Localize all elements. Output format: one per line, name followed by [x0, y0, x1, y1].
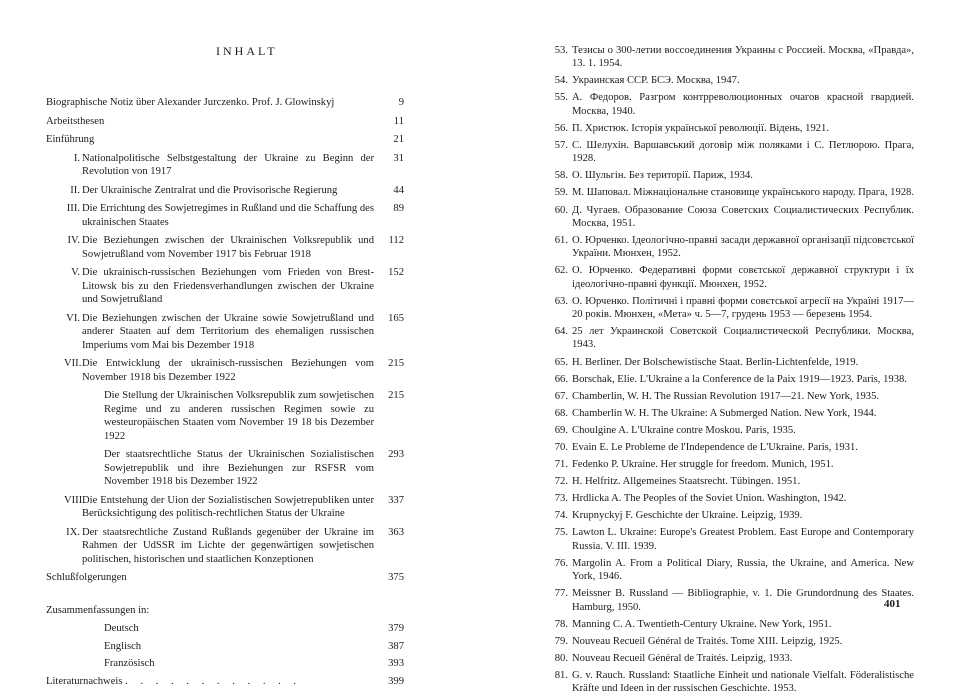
toc-entry	[46, 202, 404, 229]
bibliography-number: 78.	[554, 618, 568, 630]
bibliography-number: 58.	[554, 170, 568, 182]
bibliography-item	[552, 587, 914, 614]
bibliography-number: 76.	[554, 557, 568, 569]
bibliography-text: С. Шелухін. Варшавський договір між поляками і С. Петлюрою. Прага, 1928.	[572, 139, 914, 165]
toc-entry	[46, 184, 404, 198]
toc-entry	[46, 133, 404, 147]
bibliography-item	[552, 390, 914, 403]
toc-entry-roman: IV.	[67, 235, 80, 246]
bibliography-number: 54.	[554, 75, 568, 87]
bibliography-text: Украинская ССР. БСЭ. Москва, 1947.	[572, 75, 740, 87]
bibliography-number: 64.	[554, 326, 568, 338]
bibliography-item	[552, 407, 914, 420]
bibliography-text: О. Юрченко. Федеративні форми совєтської державної структури і їх ідеологічно-правні функції. Мюнхен, 1952.	[572, 265, 914, 290]
toc-entry-title: Literaturnachweis	[46, 675, 123, 687]
bibliography-text: П. Христюк. Історія української революції. Відень, 1921.	[572, 122, 829, 134]
bibliography-number: 71.	[554, 459, 568, 471]
toc-entry-page: 363	[388, 526, 404, 538]
toc-entry-page: 9	[398, 97, 404, 108]
summary-entry	[46, 657, 404, 671]
toc-entry-page: 152	[388, 267, 404, 278]
toc-entry-title: Der staatsrechtliche Status der Ukrainischen Sozialistischen Sowjetrepublik und ihre Beziehungen zur RSFSR vom November 1918 bis Dezember 1922	[104, 449, 374, 487]
bibliography-number: 77.	[554, 588, 568, 600]
toc-entry-page: 293	[388, 449, 404, 460]
toc-entry-page: 21	[393, 134, 404, 145]
bibliography-item	[552, 234, 914, 261]
bibliography-text: О. Юрченко. Ідеологічно-правні засади державної організації підсовєтської України. Мюнхен, 1952.	[572, 234, 914, 260]
toc-heading: INHALT	[216, 44, 278, 58]
toc-entry-title: Die Entwicklung der ukrainisch-russischen Beziehungen vom November 1918 bis Dezember 1922	[82, 358, 374, 383]
bibliography-text: Margolin A. From a Political Diary, Russia, the Ukraine, and America. New York, 1946.	[572, 557, 914, 583]
toc-entry-roman: VII.	[64, 358, 82, 369]
summary-page: 393	[388, 658, 404, 669]
toc-entry-title: Biographische Notiz über Alexander Jurczenko. Prof. J. Glowinskyj	[46, 97, 335, 108]
bibliography-list	[552, 44, 914, 699]
bibliography-item	[552, 492, 914, 505]
bibliography-item	[552, 44, 914, 71]
left-page	[0, 0, 477, 687]
toc-entry-roman: VIII.	[64, 494, 85, 506]
toc-entry-title: Die Beziehungen zwischen der Ukraine sowie Sowjetrußland und anderer Staaten auf dem Territorium des ehemaligen russischen Imperiums vom Mai bis Dezember 1918	[82, 312, 374, 351]
bibliography-number: 67.	[554, 390, 568, 402]
bibliography-item	[552, 295, 914, 322]
summary-language: Deutsch	[104, 623, 139, 634]
bibliography-item	[552, 526, 914, 553]
toc-entry-page: 44	[393, 184, 404, 196]
toc-entry-title: Die Stellung der Ukrainischen Volksrepublik zum sowjetischen Regime und zu anderen russischen Regimen sowie zu westeuropäischen Staaten vom November 19 18 bis Dezember 1922	[104, 390, 374, 442]
bibliography-number: 72.	[554, 476, 568, 488]
bibliography-text: 25 лет Украинской Советской Социалистической Республики. Москва, 1943.	[572, 326, 914, 351]
bibliography-number: 53.	[554, 45, 568, 56]
bibliography-number: 79.	[554, 635, 568, 647]
bibliography-text: О. Шульгін. Без території. Париж, 1934.	[572, 170, 753, 182]
bibliography-item	[552, 509, 914, 522]
toc-entry-title: Der staatsrechtliche Zustand Rußlands gegenüber der Ukraine im Rahmen der UdSSR im Lichte der gegenwärtigen sowjetischen politischen, historischen und staatlichen Konzeptionen	[82, 526, 374, 565]
toc-entry-title: Die Beziehungen zwischen der Ukrainischen Volksrepublik und Sowjetrußland vom November 1917 bis Februar 1918	[82, 235, 374, 260]
bibliography-item	[552, 424, 914, 437]
toc-entry-title: Schlußfolgerungen	[46, 572, 127, 583]
toc-entry	[46, 526, 404, 567]
toc-entry-page: 112	[388, 235, 404, 246]
summary-entry	[46, 622, 404, 636]
toc-entry-title: Die Errichtung des Sowjetregimes in Rußland und die Schaffung des ukrainischen Staates	[82, 203, 374, 228]
toc-entry	[46, 357, 404, 384]
bibliography-number: 66.	[554, 373, 568, 385]
bibliography-text: Borschak, Elie. L'Ukraine a la Conference de la Paix 1919—1923. Paris, 1938.	[572, 373, 907, 385]
bibliography-text: М. Шаповал. Міжнаціональне становище українського народу. Прага, 1928.	[572, 187, 914, 199]
bibliography-item	[552, 669, 914, 696]
bibliography-text: Manning C. A. Twentieth-Century Ukraine. New York, 1951.	[572, 618, 832, 630]
toc-summaries-label	[46, 604, 404, 618]
bibliography-text: Тезисы о 300-летии воссоединения Украины с Россией. Москва, «Правда», 13. 1. 1954.	[572, 45, 914, 70]
toc-entry-title: Die ukrainisch-russischen Beziehungen vom Frieden von Brest-Litowsk bis zu den Friedensverhandlungen zwischen der Ukraine und Sowjetrußland	[82, 267, 374, 305]
bibliography-text: Evain E. Le Probleme de l'Independence de L'Ukraine. Paris, 1931.	[572, 441, 858, 453]
bibliography-number: 59.	[554, 187, 568, 199]
bibliography-number: 63.	[554, 295, 568, 307]
bibliography-item	[552, 91, 914, 118]
page-number: 401	[884, 598, 901, 610]
toc-entry-roman: VI.	[66, 312, 80, 324]
bibliography-text: Choulgine A. L'Ukraine contre Moskou. Paris, 1935.	[572, 424, 796, 436]
bibliography-text: Nouveau Recueil Général de Traités. Leipzig, 1933.	[572, 652, 793, 664]
summary-entries	[46, 622, 404, 671]
toc-entry	[46, 312, 404, 353]
toc-entry-title: Die Entstehung der Uion der Sozialistischen Sowjetrepubliken unter Berücksichtigung des politisch-rechtlichen Status der Ukraine	[82, 494, 374, 519]
bibliography-item	[552, 635, 914, 648]
bibliography-item	[552, 186, 914, 199]
bibliography-text: Hrdlicka A. The Peoples of the Soviet Union. Washington, 1942.	[572, 493, 847, 505]
bibliography-item	[552, 652, 914, 665]
toc-entry-roman: IX.	[66, 526, 80, 538]
bibliography-text: G. v. Rauch. Russland: Staatliche Einheit und nationale Vielfalt. Föderalistische Kräfte und Ideen in der russischen Geschichte. 1953.	[572, 669, 914, 695]
toc-entry-roman: III.	[66, 203, 80, 214]
summary-page: 387	[388, 640, 404, 652]
bibliography-item	[552, 373, 914, 386]
bibliography-number: 69.	[554, 424, 568, 436]
bibliography-item	[552, 356, 914, 369]
toc-entry-title: Nationalpolitische Selbstgestaltung der Ukraine zu Beginn der Revolution von 1917	[82, 152, 374, 177]
bibliography-text: Nouveau Recueil Général de Traités. Tome XIII. Leipzig, 1925.	[572, 635, 843, 647]
toc-entry-page: 375	[388, 572, 404, 583]
bibliography-text: О. Юрченко. Політичні і правні форми совєтської агресії на Україні 1917—20 років. Мюнхен, «Мета» ч. 5—7, грудень 1953 — березень 1954.	[572, 295, 914, 321]
bibliography-text: Д. Чугаев. Образование Союза Советских Социалистических Республик. Москва, 1951.	[572, 204, 914, 229]
bibliography-text: H. Helfritz. Allgemeines Staatsrecht. Tübingen. 1951.	[572, 476, 801, 488]
bibliography-item	[552, 441, 914, 454]
toc-entry	[46, 96, 404, 110]
bibliography-number: 81.	[554, 669, 568, 681]
bibliography-item	[552, 618, 914, 631]
bibliography-item	[552, 475, 914, 488]
toc-entry-title: Arbeitsthesen	[46, 115, 105, 127]
bibliography-number: 73.	[554, 493, 568, 505]
summary-language: Englisch	[104, 640, 142, 652]
toc-entry-title: Einführung	[46, 134, 95, 145]
toc-entry-page: 11	[393, 115, 404, 127]
toc-entry-roman: V.	[71, 267, 80, 278]
bibliography-number: 75.	[554, 527, 568, 539]
toc-entry-title: Der Ukrainische Zentralrat und die Provisorische Regierung	[82, 184, 338, 196]
bibliography-number: 65.	[554, 356, 568, 368]
bibliography-text: Krupnyckyj F. Geschichte der Ukraine. Leipzig, 1939.	[572, 510, 803, 522]
bibliography-item	[552, 458, 914, 471]
toc-entry-page: 215	[388, 358, 404, 369]
toc-entry	[46, 571, 404, 585]
bibliography-number: 80.	[554, 652, 568, 664]
toc-entry	[46, 115, 404, 129]
toc-entry	[46, 234, 404, 261]
summaries-label: Zusammenfassungen in:	[46, 604, 150, 616]
bibliography-text: Chamberlin, W. H. The Russian Revolution 1917—21. New York, 1935.	[572, 390, 880, 402]
bibliography-item	[552, 74, 914, 87]
bibliography-item	[552, 325, 914, 352]
bibliography-text: Meissner B. Russland — Bibliographie, v. 1. Die Grundordnung des Staates. Hamburg, 1950.	[572, 588, 914, 613]
bibliography-text: Chamberlin W. H. The Ukraine: A Submerged Nation. New York, 1944.	[572, 407, 877, 419]
bibliography-item	[552, 169, 914, 182]
bibliography-item	[552, 139, 914, 166]
toc-entry	[46, 152, 404, 179]
toc-entry	[46, 266, 404, 307]
table-of-contents	[46, 96, 404, 693]
bibliography-number: 70.	[554, 441, 568, 453]
bibliography-item	[552, 557, 914, 584]
toc-entry	[46, 389, 404, 443]
bibliography-item	[552, 122, 914, 135]
bibliography-item	[552, 204, 914, 231]
toc-entry-literature: Literaturnachweis . . . . . . . . . . . . 399	[46, 675, 404, 687]
toc-entry-page: 89	[393, 203, 404, 214]
toc-entry-page: 215	[388, 390, 404, 401]
bibliography-number: 56.	[554, 122, 568, 134]
bibliography-text: H. Berliner. Der Bolschewistische Staat. Berlin-Lichtenfelde, 1919.	[572, 356, 859, 368]
bibliography-number: 62.	[554, 265, 568, 277]
bibliography-number: 68.	[554, 407, 568, 419]
bibliography-text: Lawton L. Ukraine: Europe's Greatest Problem. East Europe and Contemporary Russia. V. III. 1939.	[572, 527, 914, 552]
bibliography-number: 74.	[554, 510, 568, 522]
summary-page: 379	[388, 623, 404, 634]
bibliography-number: 60.	[554, 204, 568, 216]
toc-entry	[46, 448, 404, 489]
summary-entry	[46, 640, 404, 654]
toc-entry-page: 399	[388, 675, 404, 687]
bibliography-number: 57.	[554, 139, 568, 151]
bibliography-text: Fedenko P. Ukraine. Her struggle for freedom. Munich, 1951.	[572, 459, 834, 471]
right-page	[477, 0, 954, 695]
toc-entry-roman: II.	[70, 184, 80, 196]
bibliography-text: А. Федоров. Разгром контрреволюционных очагов красной гвардией. Москва, 1940.	[572, 92, 914, 117]
toc-entry-roman: I.	[73, 152, 80, 164]
toc-entries	[46, 96, 404, 585]
summary-language: Französisch	[104, 658, 155, 669]
bibliography-number: 61.	[554, 234, 568, 246]
toc-entry	[46, 494, 404, 521]
bibliography-number: 55.	[554, 92, 568, 104]
toc-entry-page: 337	[388, 494, 404, 506]
bibliography-item	[552, 264, 914, 291]
toc-entry-page: 165	[388, 312, 404, 324]
toc-entry-page: 31	[393, 152, 404, 164]
